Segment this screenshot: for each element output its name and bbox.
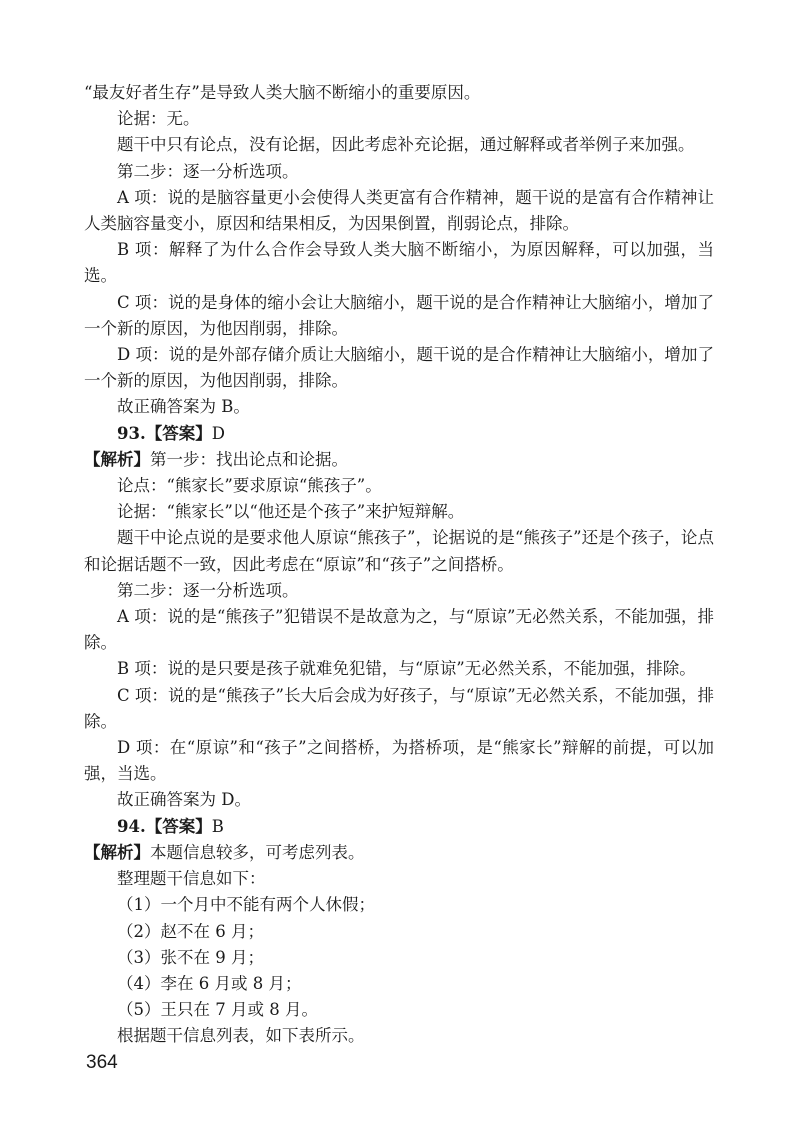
text-paragraph	[84, 971, 714, 997]
paragraph-text: 根据题干信息列表，如下表所示。	[117, 1026, 365, 1046]
paragraph-text: A 项：说的是脑容量更小会使得人类更富有合作精神，题干说的是富有合作精神让人类脑容量变小，原因和结果相反，为因果倒置，削弱论点，排除。	[84, 187, 714, 234]
paragraph-text: 第二步：逐一分析选项。	[117, 580, 299, 600]
paragraph-text: 整理题干信息如下：	[117, 869, 266, 889]
paragraph-text: A 项：说的是“熊孩子”犯错误不是故意为之，与“原谅”无必然关系，不能加强，排除。	[84, 607, 714, 653]
text-paragraph	[84, 683, 714, 735]
paragraph-text: （2）赵不在 6 月；	[117, 921, 264, 941]
paragraph-text: B 项：说的是只要是孩子就难免犯错，与“原谅”无必然关系，不能加强，排除。	[117, 659, 696, 679]
analysis-paragraph	[84, 447, 714, 473]
answer-label: 94.【答案】	[117, 816, 212, 836]
text-paragraph	[84, 185, 714, 237]
paragraph-text: 第一步：找出论点和论据。	[150, 449, 348, 469]
paragraph-text: 题干中只有论点，没有论据，因此考虑补充论据，通过解释或者举例子来加强。	[117, 135, 695, 155]
paragraph-text: B	[211, 816, 224, 836]
text-paragraph	[84, 80, 714, 106]
paragraph-text: （1）一个月中不能有两个人休假；	[117, 895, 375, 915]
text-paragraph	[84, 656, 714, 682]
answer-paragraph	[84, 421, 714, 447]
page-number: 364	[86, 1052, 118, 1073]
paragraph-text: 论据：“熊家长”以“他还是个孩子”来护短辩解。	[117, 502, 465, 522]
paragraph-text: 本题信息较多，可考虑列表。	[150, 842, 365, 862]
paragraph-text: （3）张不在 9 月；	[117, 947, 264, 967]
paragraph-text: B 项：解释了为什么合作会导致人类大脑不断缩小，为原因解释，可以加强，当选。	[84, 240, 714, 286]
text-paragraph	[84, 945, 714, 971]
paragraph-text: 故正确答案为 D。	[117, 790, 251, 810]
text-paragraph	[84, 578, 714, 604]
paragraph-text: 第二步：逐一分析选项。	[117, 161, 299, 181]
paragraph-text: （5）王只在 7 月或 8 月。	[117, 1000, 318, 1020]
text-paragraph	[84, 892, 714, 918]
text-paragraph	[84, 342, 714, 394]
paragraph-text: D 项：在“原谅”和“孩子”之间搭桥，为搭桥项，是“熊家长”辩解的前提，可以加强，当选。	[84, 738, 714, 784]
text-paragraph	[84, 997, 714, 1023]
text-paragraph	[84, 159, 714, 185]
text-paragraph	[84, 866, 714, 892]
paragraph-text: C 项：说的是身体的缩小会让大脑缩小，题干说的是合作精神让大脑缩小，增加了一个新的原因，为他因削弱，排除。	[84, 292, 714, 338]
text-paragraph	[84, 237, 714, 289]
analysis-label: 【解析】	[84, 842, 150, 862]
text-paragraph	[84, 106, 714, 132]
text-paragraph	[84, 290, 714, 342]
text-paragraph	[84, 499, 714, 525]
text-paragraph	[84, 473, 714, 499]
text-paragraph	[84, 919, 714, 945]
answer-paragraph	[84, 814, 714, 840]
text-paragraph	[84, 1023, 714, 1049]
paragraph-text: D	[211, 423, 225, 443]
text-paragraph	[84, 394, 714, 420]
paragraph-text: （4）李在 6 月或 8 月；	[117, 973, 302, 993]
text-paragraph	[84, 735, 714, 787]
paragraph-text: “最友好者生存”是导致人类大脑不断缩小的重要原因。	[84, 83, 481, 102]
paragraph-text: 故正确答案为 B。	[117, 397, 250, 417]
paragraph-text: C 项：说的是“熊孩子”长大后会成为好孩子，与“原谅”无必然关系，不能加强，排除。	[84, 685, 714, 731]
document-body	[84, 80, 714, 1050]
analysis-paragraph	[84, 840, 714, 866]
paragraph-text: D 项：说的是外部存储介质让大脑缩小，题干说的是合作精神让大脑缩小，增加了一个新的原因，为他因削弱，排除。	[84, 345, 714, 391]
text-paragraph	[84, 132, 714, 158]
paragraph-text: 论点：“熊家长”要求原谅“熊孩子”。	[117, 476, 382, 496]
text-paragraph	[84, 525, 714, 577]
analysis-label: 【解析】	[84, 449, 150, 469]
text-paragraph	[84, 787, 714, 813]
paragraph-text: 题干中论点说的是要求他人原谅“熊孩子”，论据说的是“熊孩子”还是个孩子，论点和论据话题不一致，因此考虑在“原谅”和“孩子”之间搭桥。	[84, 528, 714, 574]
paragraph-text: 论据：无。	[117, 109, 200, 129]
text-paragraph	[84, 604, 714, 656]
answer-label: 93.【答案】	[117, 423, 212, 443]
